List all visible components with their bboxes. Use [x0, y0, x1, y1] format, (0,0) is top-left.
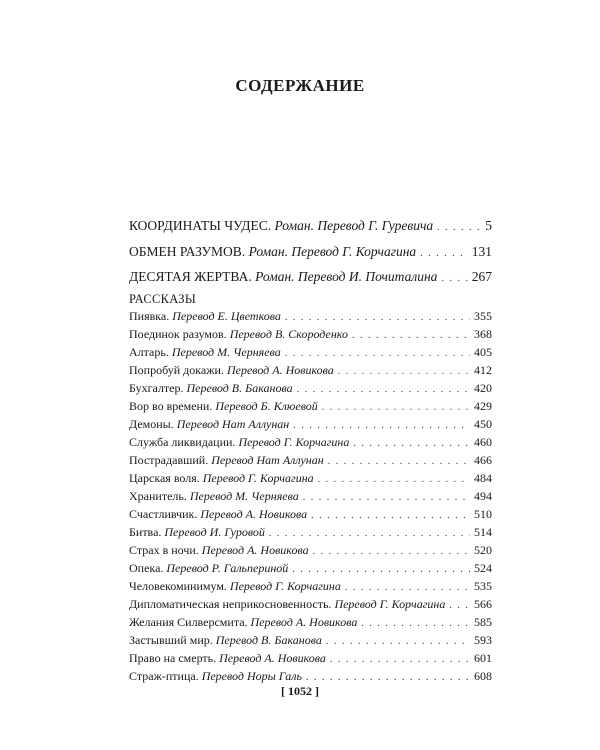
toc-entry	[129, 579, 492, 594]
entry-title: Пиявка.	[129, 309, 170, 323]
entry-page: 593	[474, 633, 492, 647]
entry-page: 524	[474, 561, 492, 575]
entry-title: Бухгалтер.	[129, 381, 184, 395]
dot-leader	[437, 222, 481, 233]
entry-title: Поединок разумов.	[129, 327, 227, 341]
toc-entry	[129, 327, 492, 342]
entry-page: 267	[471, 269, 492, 284]
entry-title: Битва.	[129, 525, 162, 539]
toc-entry	[129, 399, 492, 414]
entry-credit: Перевод Р. Гальпериной	[166, 561, 289, 575]
page-title: СОДЕРЖАНИЕ	[235, 76, 365, 95]
dot-leader	[330, 654, 470, 665]
dot-leader	[338, 366, 470, 377]
entry-credit: Перевод Г. Корчагина	[229, 579, 341, 593]
entry-credit: Перевод А. Новикова	[201, 543, 309, 557]
toc-entry-novel: ДЕСЯТАЯ ЖЕРТВА. Роман. Перевод И. Почиталина . . . 267	[129, 269, 492, 285]
entry-page: 510	[474, 507, 492, 521]
toc-entry	[129, 417, 492, 432]
entry-title: Желания Силверсмита.	[129, 615, 248, 629]
entry-credit: Перевод А. Новикова	[226, 363, 334, 377]
dot-leader	[361, 618, 470, 629]
entry-credit: Перевод И. Гуровой	[164, 525, 265, 539]
dot-leader	[420, 248, 468, 259]
entry-credit: Перевод Норы Галь	[201, 669, 302, 683]
entry-title: Вор во времени.	[129, 399, 213, 413]
entry-credit: Перевод Г. Корчагина	[202, 471, 314, 485]
entry-credit: Перевод А. Новикова	[250, 615, 358, 629]
entry-page: 355	[474, 309, 492, 323]
dot-leader	[292, 564, 470, 575]
dot-leader	[293, 420, 470, 431]
dot-leader	[345, 582, 470, 593]
entry-page: 420	[474, 381, 492, 395]
dot-leader	[297, 384, 470, 395]
entry-page: 484	[474, 471, 492, 485]
entry-title: КООРДИНАТЫ ЧУДЕС	[129, 218, 268, 233]
dot-leader	[285, 348, 470, 359]
entry-page: 450	[474, 417, 492, 431]
entry-title: Демоны.	[129, 417, 174, 431]
dot-leader	[322, 402, 470, 413]
dot-leader	[306, 672, 470, 683]
entry-page: 601	[474, 651, 492, 665]
entry-credit: Роман. Перевод Г. Корчагина	[248, 244, 417, 259]
entry-page: 131	[471, 244, 492, 259]
toc-entry	[129, 525, 492, 540]
entry-title: Служба ликвидации.	[129, 435, 236, 449]
toc-entry	[129, 435, 492, 450]
entry-page: 585	[474, 615, 492, 629]
entry-credit: Перевод М. Черняева	[171, 345, 281, 359]
toc-entry	[129, 669, 492, 684]
toc-entry	[129, 597, 492, 612]
toc-entry	[129, 507, 492, 522]
entry-credit: Перевод В. Скороденко	[229, 327, 348, 341]
entry-title: Дипломатическая неприкосновенность.	[129, 597, 332, 611]
entry-credit: Перевод Нат Аллунан	[211, 453, 324, 467]
entry-page: 494	[474, 489, 492, 503]
entry-title: Попробуй докажи.	[129, 363, 224, 377]
entry-credit: Перевод А. Новикова	[200, 507, 308, 521]
entry-title: Человекоминимум.	[129, 579, 227, 593]
dot-leader	[318, 474, 470, 485]
toc-entry	[129, 363, 492, 378]
toc-entry	[129, 345, 492, 360]
toc-entry	[129, 381, 492, 396]
entry-page: 520	[474, 543, 492, 557]
entry-page: 514	[474, 525, 492, 539]
entry-credit: Перевод В. Баканова	[186, 381, 293, 395]
dot-leader	[353, 438, 470, 449]
toc-entry	[129, 309, 492, 324]
entry-page: 405	[474, 345, 492, 359]
toc-entry	[129, 453, 492, 468]
entry-title: Хранитель.	[129, 489, 187, 503]
entry-page: 535	[474, 579, 492, 593]
entry-page: 566	[474, 597, 492, 611]
toc-entry	[129, 633, 492, 648]
entry-credit: Перевод Е. Цветкова	[172, 309, 281, 323]
entry-credit: Перевод А. Новикова	[219, 651, 326, 665]
dot-leader	[352, 330, 470, 341]
toc-entry-novel: КООРДИНАТЫ ЧУДЕС. Роман. Перевод Г. Гуревича . . . 5	[129, 218, 492, 234]
entry-title: Царская воля.	[129, 471, 200, 485]
dot-leader	[313, 546, 470, 557]
entry-title: Право на смерть.	[129, 651, 217, 665]
dot-leader	[449, 600, 470, 611]
entry-page: 466	[474, 453, 492, 467]
entry-title: Счастливчик.	[129, 507, 198, 521]
entry-title: ОБМЕН РАЗУМОВ	[129, 244, 242, 259]
dot-leader	[285, 312, 470, 323]
toc-entry	[129, 471, 492, 486]
entry-credit: Перевод Г. Корчагина	[238, 435, 350, 449]
entry-title: Страж-птица.	[129, 669, 199, 683]
dot-leader	[303, 492, 470, 503]
entry-credit: Перевод Б. Клюевой	[215, 399, 318, 413]
entry-page: 368	[474, 327, 492, 341]
toc-entry	[129, 543, 492, 558]
entry-credit: Перевод Нат Аллунан	[176, 417, 290, 431]
toc-entry	[129, 651, 492, 666]
entry-credit: Перевод В. Баканова	[215, 633, 322, 647]
toc-entry	[129, 561, 492, 576]
dot-leader	[269, 528, 470, 539]
dot-leader	[311, 510, 470, 521]
entry-title: Алтарь.	[129, 345, 169, 359]
page-number: [ 1052 ]	[281, 684, 319, 698]
toc-entry-novel: ОБМЕН РАЗУМОВ. Роман. Перевод Г. Корчагина . . . 131	[129, 244, 492, 260]
entry-credit: Роман. Перевод И. Почиталина	[255, 269, 438, 284]
entry-page: 5	[485, 218, 492, 233]
entry-page: 608	[474, 669, 492, 683]
entry-credit: Перевод М. Черняева	[189, 489, 299, 503]
entry-title: Пострадавший.	[129, 453, 209, 467]
entry-credit: Роман. Перевод Г. Гуревича	[274, 218, 434, 233]
entry-title: ДЕСЯТАЯ ЖЕРТВА	[129, 269, 249, 284]
section-heading-stories: РАССКАЗЫ	[129, 292, 197, 306]
toc-entry	[129, 615, 492, 630]
dot-leader	[441, 273, 467, 284]
entry-page: 412	[474, 363, 492, 377]
toc-entry	[129, 489, 492, 504]
entry-title: Застывший мир.	[129, 633, 213, 647]
dot-leader	[328, 456, 470, 467]
dot-leader	[326, 636, 470, 647]
entry-credit: Перевод Г. Корчагина	[334, 597, 446, 611]
entry-title: Страх в ночи.	[129, 543, 199, 557]
entry-page: 429	[474, 399, 492, 413]
entry-title: Опека.	[129, 561, 164, 575]
entry-page: 460	[474, 435, 492, 449]
